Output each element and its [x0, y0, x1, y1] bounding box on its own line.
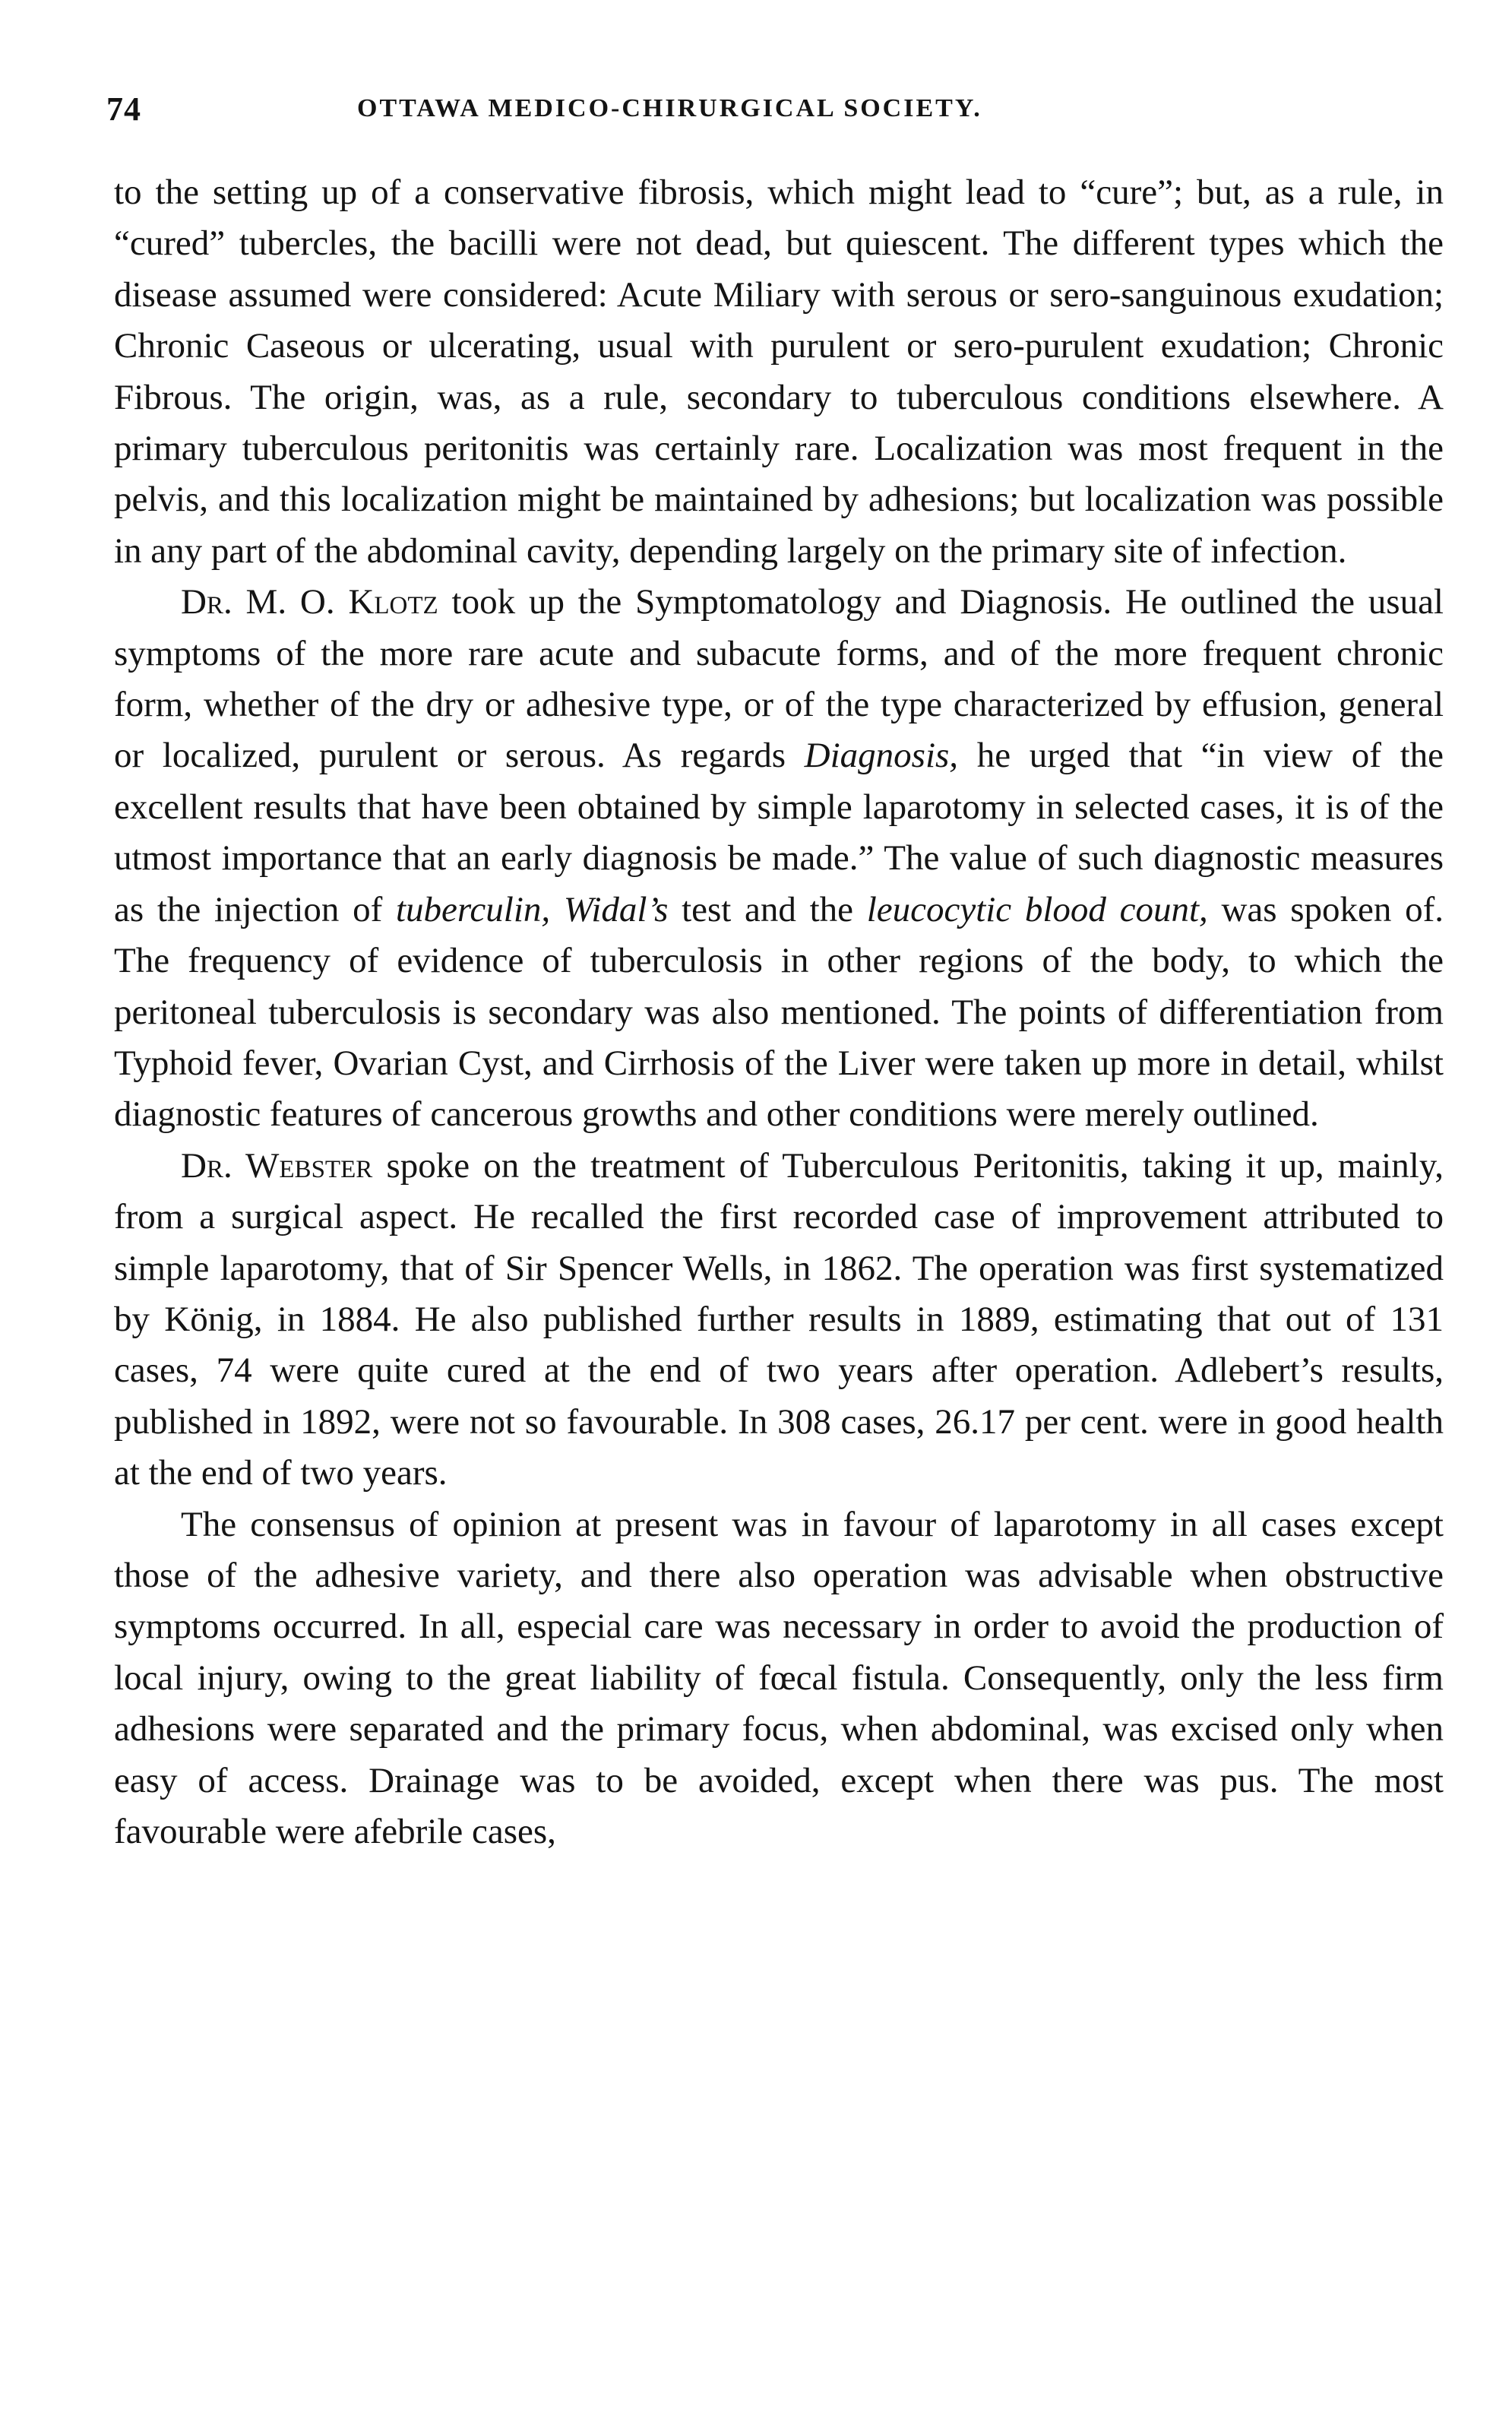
paragraph-peritonitis-types: to the setting up of a conservative fibrosis, which might lead to “cure”; but, as a rule, in “cured” tubercles, the bacilli were not dead, but quiescent. The different types which the disease assumed were considered: Acute Miliary with serous or sero-sanguinous exudation; Chronic Caseous or ulcerating, usual with purulent or sero-purulent exudation; Chronic Fibrous. The origin, was, as a rule, secondary to tuberculous conditions elsewhere. A primary tuberculous peritonitis was certainly rare. Localization was most frequent in the pelvis, and this localization might be maintained by adhesions; but localization was possible in any part of the abdominal cavity, depending largely on the primary site of infection. — [114, 173, 1444, 571]
paragraph-klotz-diagnosis — [114, 577, 1444, 1140]
speaker-name: Dr. M. O. Klotz — [181, 582, 438, 622]
paragraph-webster-treatment — [114, 1141, 1444, 1499]
journal-title: OTTAWA MEDICO-CHIRURGICAL SOCIETY. — [357, 94, 982, 122]
body-text — [114, 167, 1444, 1857]
italic-text: Diagnosis, — [804, 736, 959, 776]
text-segment: he urged that “in view of the excellent results that have been obtained by simple laparotomy in selected cases, it is of the utmost importance that an early diagnosis be made.” The value of such diagnostic measures as the injection of — [114, 736, 1444, 929]
italic-text: tuberculin, Widal’s — [395, 889, 669, 929]
paragraph-laparotomy-consensus: The consensus of opinion at present was in favour of laparotomy in all cases except those of the adhesive variety, and there also operation was advisable when obstructive symptoms occurred. In all, especial care was necessary in order to avoid the production of local injury, owing to the great liability of fœcal fistula. Consequently, only the less firm adhesions were separated and the primary focus, when abdominal, was excised only when easy of access. Drainage was to be avoided, except when there was pus. The most favourable were afebrile cases, — [114, 1504, 1444, 1851]
text-segment: spoke on the treatment of Tuberculous Peritonitis, taking it up, mainly, from a surgical aspect. He recalled the first recorded case of improvement attributed to simple laparotomy, that of Sir Spencer Wells, in 1862. The operation was first systematized by König, in 1884. He also published further results in 1889, estimating that out of 131 cases, 74 were quite cured at the end of two years after operation. Adlebert’s results, published in 1892, were not so favourable. In 308 cases, 26.17 per cent. were in good health at the end of two years. — [114, 1145, 1444, 1493]
speaker-name: Dr. Webster — [181, 1145, 373, 1186]
italic-text: leucocytic blood count, — [866, 889, 1208, 929]
running-header — [106, 90, 1459, 135]
page-number: 74 — [106, 90, 141, 128]
text-segment: was spoken of. The frequency of evidence of tuberculosis in other regions of the body, to which the peritoneal tuberculosis is secondary was also mentioned. The points of differentiation from Typhoid fever, Ovarian Cyst, and Cirrhosis of the Liver were taken up more in detail, whilst diagnostic features of cancerous growths and other conditions were merely outlined. — [114, 889, 1444, 1135]
text-segment: test and the — [668, 889, 867, 929]
text-segment: took up the Symptomatology and Diagnosis. He outlined the usual symptoms of the more rare acute and subacute forms, and of the more frequent chronic form, whether of the dry or adhesive type, or of the type characterized by effusion, general or localized, purulent or serous. As regards — [114, 582, 1444, 776]
